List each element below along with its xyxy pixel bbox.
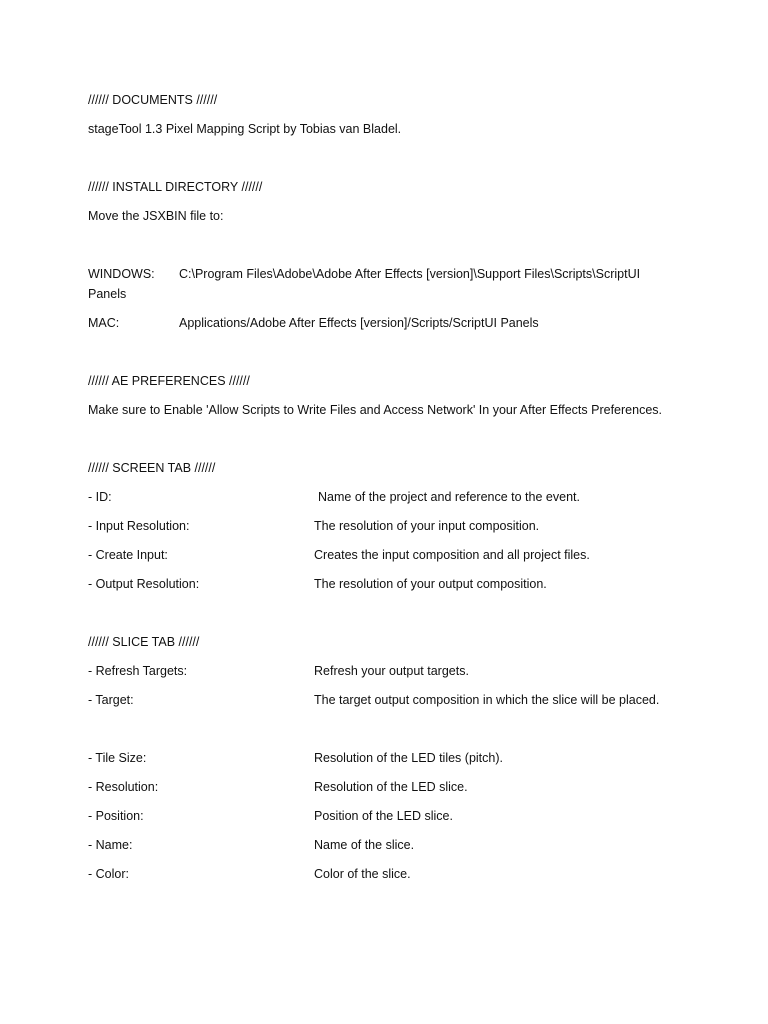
ae-preferences-text: Make sure to Enable 'Allow Scripts to Write Files and Access Network' In your After Effects Preferences. [88,403,662,417]
documents-description: stageTool 1.3 Pixel Mapping Script by Tobias van Bladel. [88,122,402,136]
mac-path: Applications/Adobe After Effects [version]/Scripts/ScriptUI Panels [179,316,539,330]
slice-row-label: - Resolution: [88,780,159,794]
mac-label: MAC: [88,316,120,330]
slice-row-desc: Name of the slice. [314,838,415,852]
slice-row-desc: Resolution of the LED tiles (pitch). [314,751,503,765]
slice-row-desc: The target output composition in which the slice will be placed. [314,693,660,707]
screen-row-desc: Name of the project and reference to the event. [318,490,580,504]
slice-row-desc: Color of the slice. [314,867,411,881]
install-intro: Move the JSXBIN file to: [88,209,224,223]
documents-heading: ////// DOCUMENTS ////// [88,93,218,107]
slice-row-label: - Tile Size: [88,751,147,765]
slice-row-label: - Position: [88,809,144,823]
windows-label: WINDOWS: [88,267,155,281]
slice-row-label: - Name: [88,838,133,852]
windows-path: C:\Program Files\Adobe\Adobe After Effects [version]\Support Files\Scripts\ScriptUI [179,267,641,281]
slice-row-desc: Refresh your output targets. [314,664,469,678]
screen-row-label: - ID: [88,490,112,504]
slice-tab-heading: ////// SLICE TAB ////// [88,635,200,649]
screen-row-desc: The resolution of your input composition. [314,519,540,533]
screen-row-label: - Create Input: [88,548,168,562]
screen-tab-heading: ////// SCREEN TAB ////// [88,461,216,475]
screen-row-label: - Output Resolution: [88,577,200,591]
windows-path-continuation: Panels [88,287,127,301]
slice-row-desc: Position of the LED slice. [314,809,453,823]
slice-row-label: - Target: [88,693,134,707]
slice-row-label: - Color: [88,867,129,881]
screen-row-desc: Creates the input composition and all project files. [314,548,590,562]
slice-row-label: - Refresh Targets: [88,664,188,678]
install-heading: ////// INSTALL DIRECTORY ////// [88,180,263,194]
screen-row-label: - Input Resolution: [88,519,190,533]
slice-row-desc: Resolution of the LED slice. [314,780,468,794]
ae-preferences-heading: ////// AE PREFERENCES ////// [88,374,250,388]
screen-row-desc: The resolution of your output composition. [314,577,547,591]
